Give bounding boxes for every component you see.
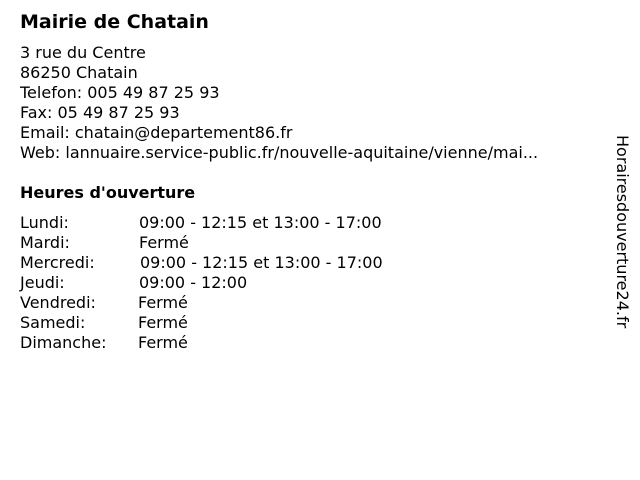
phone-number[interactable]: 005 49 87 25 93	[87, 83, 220, 102]
site-watermark: Horairesdouverture24.fr	[613, 135, 632, 329]
email-label: Email:	[20, 123, 70, 142]
day-label: Vendredi:	[20, 293, 96, 312]
opening-hours-heading: Heures d'ouverture	[20, 183, 196, 202]
web-link[interactable]: lannuaire.service-public.fr/nouvelle-aquitaine/vienne/mai...	[65, 143, 539, 162]
fax-line	[20, 103, 538, 123]
day-label: Mardi:	[20, 233, 70, 252]
phone-line	[20, 83, 538, 103]
day-label: Lundi:	[20, 213, 69, 232]
day-label: Samedi:	[20, 313, 86, 332]
day-label: Dimanche:	[20, 333, 107, 352]
day-hours: 09:00 - 12:00	[139, 273, 248, 292]
day-hours: 09:00 - 12:15 et 13:00 - 17:00	[140, 253, 383, 272]
day-hours: Fermé	[139, 233, 189, 252]
address-city: 86250 Chatain	[20, 63, 138, 82]
email-link[interactable]: chatain@departement86.fr	[74, 123, 293, 142]
fax-label: Fax:	[20, 103, 53, 122]
day-label: Mercredi:	[20, 253, 95, 272]
contact-block	[20, 43, 538, 163]
day-hours: Fermé	[138, 333, 188, 352]
email-line	[20, 123, 538, 143]
page-title: Mairie de Chatain	[20, 11, 209, 33]
address-street: 3 rue du Centre	[20, 43, 146, 62]
day-hours: 09:00 - 12:15 et 13:00 - 17:00	[139, 213, 382, 232]
fax-number: 05 49 87 25 93	[57, 103, 180, 122]
day-hours: Fermé	[138, 313, 188, 332]
phone-label: Telefon:	[20, 83, 83, 102]
day-hours: Fermé	[138, 293, 188, 312]
web-line	[20, 143, 538, 163]
web-label: Web:	[20, 143, 61, 162]
day-label: Jeudi:	[20, 273, 65, 292]
